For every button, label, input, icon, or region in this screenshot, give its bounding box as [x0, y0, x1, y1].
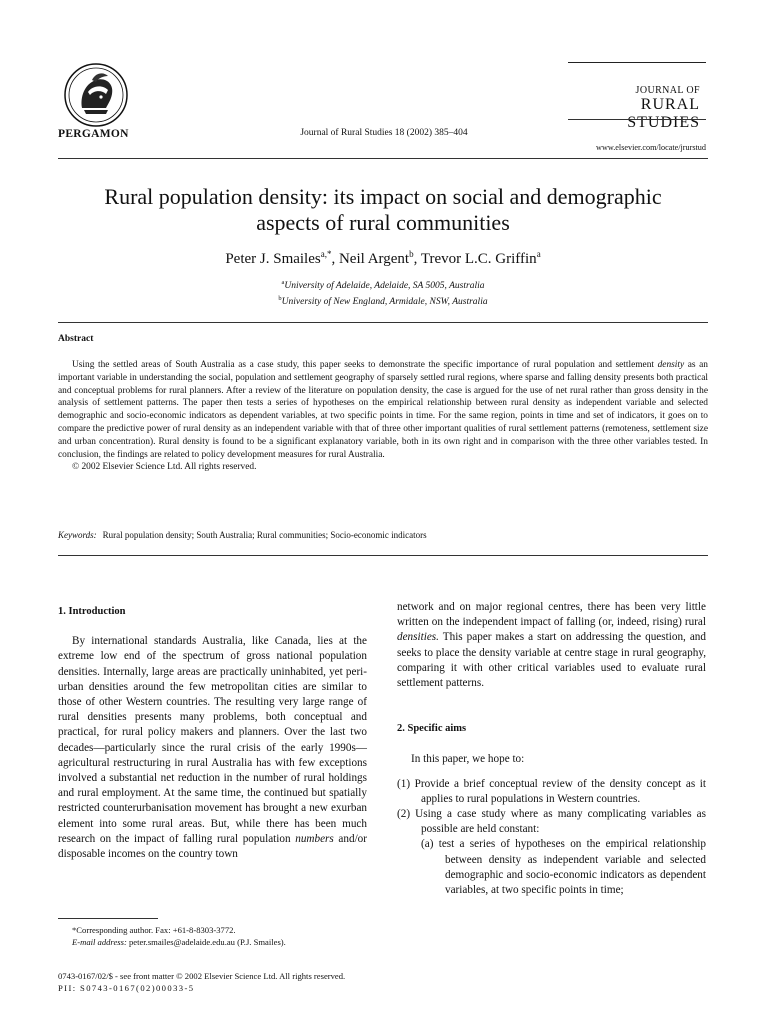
journal-citation: Journal of Rural Studies 18 (2002) 385–404	[300, 128, 468, 138]
journal-title-line2: RURAL STUDIES	[627, 96, 700, 131]
email-note: E-mail address: peter.smailes@adelaide.edu.au (P.J. Smailes).	[72, 937, 286, 947]
issn-line: 0743-0167/02/$ - see front matter © 2002 Elsevier Science Ltd. All rights reserved.	[58, 971, 346, 981]
author-affiliation-mark: a	[536, 249, 541, 259]
header-rule-top	[568, 62, 706, 63]
affiliation-a: $^a$University of Adelaide, Adelaide, SA 5005, Australia	[281, 279, 485, 292]
author-separator: ,	[331, 251, 339, 267]
front-matter-info	[58, 970, 345, 994]
header-divider	[58, 158, 708, 159]
intro-continuation-paragraph: network and on major regional centres, there has been very little written on the independent impact of falling (or, indeed, rising) rural densities. This paper makes a start on addressing the question, and seeks to place the density variable at centre stage in rural geography, comparing it with other critical variables used to evaluate rural settlement patterns.	[397, 601, 706, 690]
keywords-text: Rural population density; South Australia; Rural communities; Socio-economic indicators	[102, 530, 427, 540]
author-name: Peter J. Smailes	[225, 251, 321, 267]
paper-title	[58, 184, 708, 236]
aims-list-item: (1) Provide a brief conceptual review of the density concept as it applies to rural populations in Western countries.	[397, 777, 706, 805]
header-rule-mid	[568, 119, 706, 120]
footnote	[58, 924, 367, 948]
publisher-name: PERGAMON	[58, 128, 129, 140]
helmeted-head-logo-icon	[62, 62, 130, 128]
author-separator: ,	[413, 251, 421, 267]
aims-intro: In this paper, we hope to:	[411, 753, 525, 766]
paper-title-line2: aspects of rural communities	[256, 210, 510, 235]
author-name: Neil Argent	[338, 251, 410, 267]
journal-title-line1: JOURNAL OF	[635, 85, 700, 96]
publisher-logo	[62, 62, 130, 128]
right-column	[397, 600, 706, 898]
journal-url-link[interactable]: www.elsevier.com/locate/jrurstud	[596, 143, 706, 152]
abstract-body	[58, 359, 708, 474]
aims-list-item: (2) Using a case study where as many complicating variables as possible are held constant:	[397, 808, 706, 836]
section-heading-specific-aims: 2. Specific aims	[397, 723, 467, 735]
keywords-line	[58, 530, 708, 540]
author-affiliation-mark: a,*	[320, 249, 332, 259]
intro-paragraph: By international standards Australia, like Canada, lies at the extreme low end of the spectrum of gross national population densities. Internally, large areas are practically uninhabited, yet peri-urban densities around the few metropolitan cities are similar to those of other Western countries. The resulting very large range of rural densities presents many problems, both conceptual and practical, for rural policy makers and planners. Over the last two decades—particularly since the rural crisis of the early 1990s—agricultural restructuring in rural Australia has with few exceptions involved a substantial net reduction in the number of rural holdings and rural employment. At the same time, the continued but spatially restricted counterurbanisation movement has brought a new exurban element into some rural areas. But, while there has been much research on the impact of falling rural population numbers and/or disposable incomes on the country town	[58, 635, 367, 861]
pii-line: PII: S0743-0167(02)00033-5	[58, 983, 195, 993]
author-name: Trevor L.C. Griffin	[420, 251, 537, 267]
affiliation-b: $^b$University of New England, Armidale, NSW, Australia	[278, 294, 488, 307]
email-link[interactable]: peter.smailes@adelaide.edu.au (P.J. Smailes).	[126, 937, 286, 947]
abstract-copyright: © 2002 Elsevier Science Ltd. All rights reserved.	[72, 462, 257, 473]
corresponding-author-note: *Corresponding author. Fax: +61-8-8303-3772.	[72, 925, 236, 935]
paper-title-line1: Rural population density: its impact on social and demographic	[104, 184, 662, 209]
author-list	[58, 249, 708, 268]
affiliation-list	[58, 277, 708, 308]
aims-sub-list-item: (a) test a series of hypotheses on the empirical relationship between density as independent variable and selected demographic and socio-economic indicators as dependent variables, at two specific points in time;	[421, 838, 706, 897]
left-column	[58, 604, 367, 862]
author-affiliation-mark: b	[409, 249, 414, 259]
footnote-rule	[58, 918, 158, 919]
abstract-heading: Abstract	[58, 334, 94, 344]
abstract-divider	[58, 322, 708, 323]
section-heading-introduction: 1. Introduction	[58, 606, 126, 617]
keywords-divider	[58, 555, 708, 556]
abstract-paragraph: Using the settled areas of South Australia as a case study, this paper seeks to demonstrate the specific importance of rural population and settlement density as an important variable in understanding the social, population and settlement geography of sparsely settled rural regions, where sparse and falling density presents both practical and conceptual problems for rural planners. After a review of the literature on population density, the case is argued for the use of net rural rather than gross density in the analysis of settlement patterns. The paper then tests a series of hypotheses on the empirical relationship between rural density as independent variable and selected demographic and socio-economic indicators as dependent variables, at two specific points in time. For the same region, points in time and set of indicators, it goes on to compare the predictive power of rural density as an independent variable with that of three other important qualities of rural settlement patterns (remoteness, settlement size and urban concentration). Rural density is found to be a significant explanatory variable, both in its own right and in comparison with the three other variables tested. In conclusion, the findings are related to policy development measures for rural Australia.	[58, 360, 708, 460]
keywords-label: Keywords:	[58, 530, 97, 540]
